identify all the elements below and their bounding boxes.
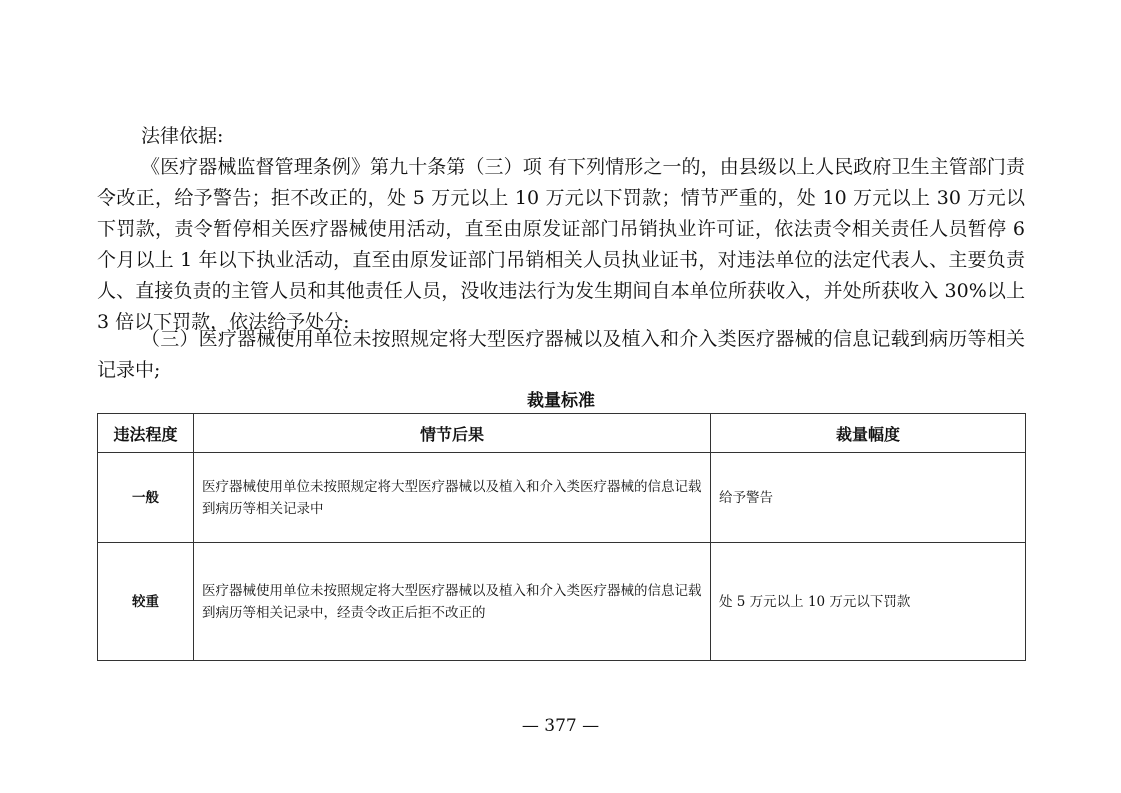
header-violation-level: 违法程度 [98, 414, 194, 453]
penalty-range-cell: 给予警告 [711, 453, 1026, 543]
circumstances-cell: 医疗器械使用单位未按照规定将大型医疗器械以及植入和介入类医疗器械的信息记载到病历等相关记录中 [194, 453, 711, 543]
item-paragraph: （三）医疗器械使用单位未按照规定将大型医疗器械以及植入和介入类医疗器械的信息记载到病历等相关记录中; [97, 328, 1025, 381]
discretion-standard-table [97, 413, 1026, 661]
violation-level-cell: 较重 [98, 543, 194, 661]
page-number: — 377 — [521, 716, 600, 736]
table-row [98, 543, 1026, 661]
header-circumstances: 情节后果 [194, 414, 711, 453]
table-header-row [98, 414, 1026, 453]
header-penalty-range: 裁量幅度 [711, 414, 1026, 453]
table-title: 裁量标准 [527, 391, 595, 411]
violation-level-cell: 一般 [98, 453, 194, 543]
table-row [98, 453, 1026, 543]
penalty-range-cell: 处 5 万元以上 10 万元以下罚款 [711, 543, 1026, 661]
circumstances-cell: 医疗器械使用单位未按照规定将大型医疗器械以及植入和介入类医疗器械的信息记载到病历等相关记录中，经责令改正后拒不改正的 [194, 543, 711, 661]
legal-basis-paragraph: 《医疗器械监督管理条例》第九十条第（三）项 有下列情形之一的，由县级以上人民政府卫生主管部门责令改正，给予警告；拒不改正的，处 5 万元以上 10 万元以下罚款；情节严重的，处 10 万元以上 30 万元以下罚款，责令暂停相关医疗器械使用活动，直至由原发证部门吊销执业许可证，依法责令相关责任人员暂停 6 个月以上 1 年以下执业活动，直至由原发证部门吊销相关人员执业证书，对违法单位的法定代表人、主要负责人、直接负责的主管人员和其他责任人员，没收违法行为发生期间自本单位所获收入，并处所获收入 30%以上 3 倍以下罚款，依法给予处分: [97, 156, 1025, 333]
legal-basis-heading: 法律依据: [141, 125, 224, 147]
